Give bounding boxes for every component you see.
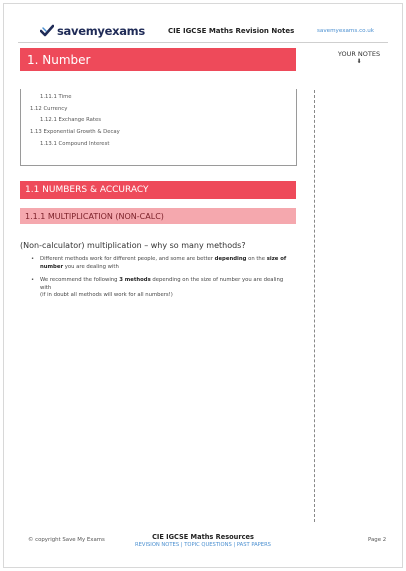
bullet-bold-text: depending — [214, 256, 247, 262]
list-item — [30, 277, 292, 300]
toc-item[interactable]: 1.13.1 Compound Interest — [40, 141, 110, 147]
footer-links — [0, 542, 406, 548]
bullet-text: depending on the size of number you are dealing with — [40, 277, 284, 291]
subsection-title: 1.1.1 MULTIPLICATION (NON-CALC) — [25, 211, 164, 221]
link-separator: | — [233, 542, 236, 548]
bullet-list — [30, 256, 292, 306]
chapter-title: 1. Number — [27, 52, 91, 67]
bullet-note: (if in doubt all methods will work for all numbers!) — [40, 292, 173, 299]
your-notes-text: YOUR NOTES — [337, 50, 381, 58]
list-item — [30, 256, 292, 271]
topic-heading: (Non-calculator) multiplication – why so many methods? — [20, 241, 246, 250]
section-title: 1.1 NUMBERS & ACCURACY — [25, 185, 149, 195]
bullet-bold-text: 3 methods — [119, 277, 151, 284]
table-of-contents — [20, 89, 297, 166]
section-banner — [20, 181, 296, 199]
toc-item[interactable]: 1.13 Exponential Growth & Decay — [30, 129, 120, 135]
footer-title: CIE IGCSE Maths Resources — [152, 533, 254, 541]
bullet-text: Different methods work for different people, and some are better — [40, 256, 215, 262]
subsection-banner — [20, 208, 296, 224]
toc-item[interactable]: 1.12.1 Exchange Rates — [40, 117, 102, 123]
bullet-text: on the — [246, 256, 267, 262]
document-title: CIE IGCSE Maths Revision Notes — [168, 27, 295, 35]
logo-check-icon — [40, 24, 54, 38]
revision-notes-link[interactable]: REVISION NOTES — [135, 542, 180, 548]
past-papers-link[interactable]: PAST PAPERS — [236, 542, 271, 548]
website-link[interactable]: savemyexams.co.uk — [317, 28, 375, 34]
notes-column-divider — [314, 90, 315, 522]
page-number: Page 2 — [368, 537, 387, 543]
toc-item[interactable]: 1.12 Currency — [30, 106, 68, 112]
save-my-exams-logo[interactable] — [40, 24, 145, 38]
topic-questions-link[interactable]: TOPIC QUESTIONS — [184, 542, 232, 548]
copyright-text: © copyright Save My Exams — [28, 537, 105, 543]
bullet-text: We recommend the following — [40, 277, 120, 284]
your-notes-label — [331, 50, 387, 66]
link-separator: | — [180, 542, 183, 548]
bullet-bold-text: size of number — [40, 256, 287, 270]
toc-item[interactable]: 1.11.1 Time — [40, 94, 72, 100]
header-divider — [18, 42, 388, 43]
logo-text: savemyexams — [57, 24, 145, 38]
chapter-banner — [20, 48, 296, 71]
bullet-text: you are dealing with — [63, 263, 119, 270]
arrow-down-icon: ⬇ — [356, 58, 362, 65]
